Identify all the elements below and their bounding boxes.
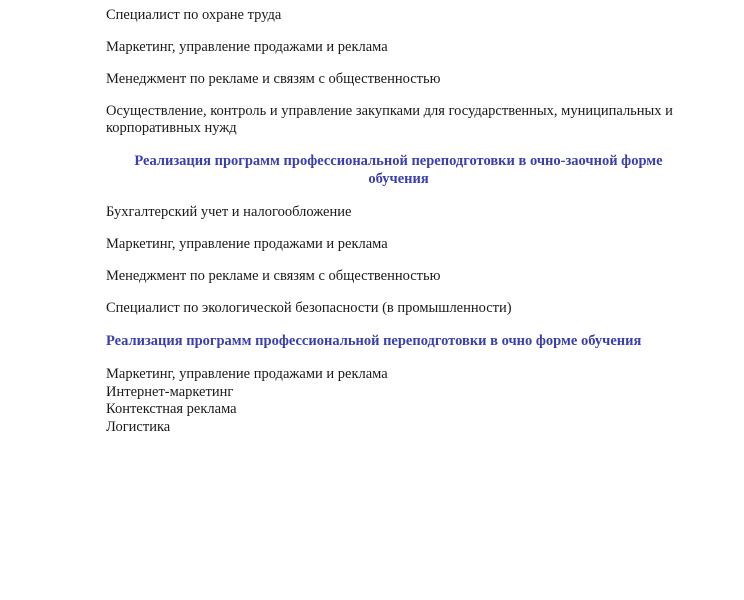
program-item: Менеджмент по рекламе и связям с общественностью xyxy=(106,71,441,87)
section-heading-full-time: Реализация программ профессиональной переподготовки в очно форме обучения xyxy=(106,333,642,349)
program-item: Маркетинг, управление продажами и реклама xyxy=(106,236,388,252)
program-item: Маркетинг, управление продажами и реклама xyxy=(106,39,388,55)
program-item: Контекстная реклама xyxy=(106,401,237,417)
document-body xyxy=(106,7,691,436)
program-list-full-time xyxy=(106,366,691,436)
section-heading-part-time: Реализация программ профессиональной переподготовки в очно-заочной форме обучения xyxy=(134,153,663,187)
program-item: Логистика xyxy=(106,418,171,435)
program-item: Специалист по экологической безопасности (в промышленности) xyxy=(106,300,512,316)
program-item: Специалист по охране труда xyxy=(106,7,282,23)
program-item: Маркетинг, управление продажами и реклама xyxy=(106,366,388,382)
program-item: Бухгалтерский учет и налогообложение xyxy=(106,204,352,220)
program-item: Осуществление, контроль и управление закупками для государственных, муниципальных и корпоративных нужд xyxy=(106,103,673,136)
program-item: Менеджмент по рекламе и связям с общественностью xyxy=(106,268,441,284)
program-item: Интернет-маркетинг xyxy=(106,383,234,400)
